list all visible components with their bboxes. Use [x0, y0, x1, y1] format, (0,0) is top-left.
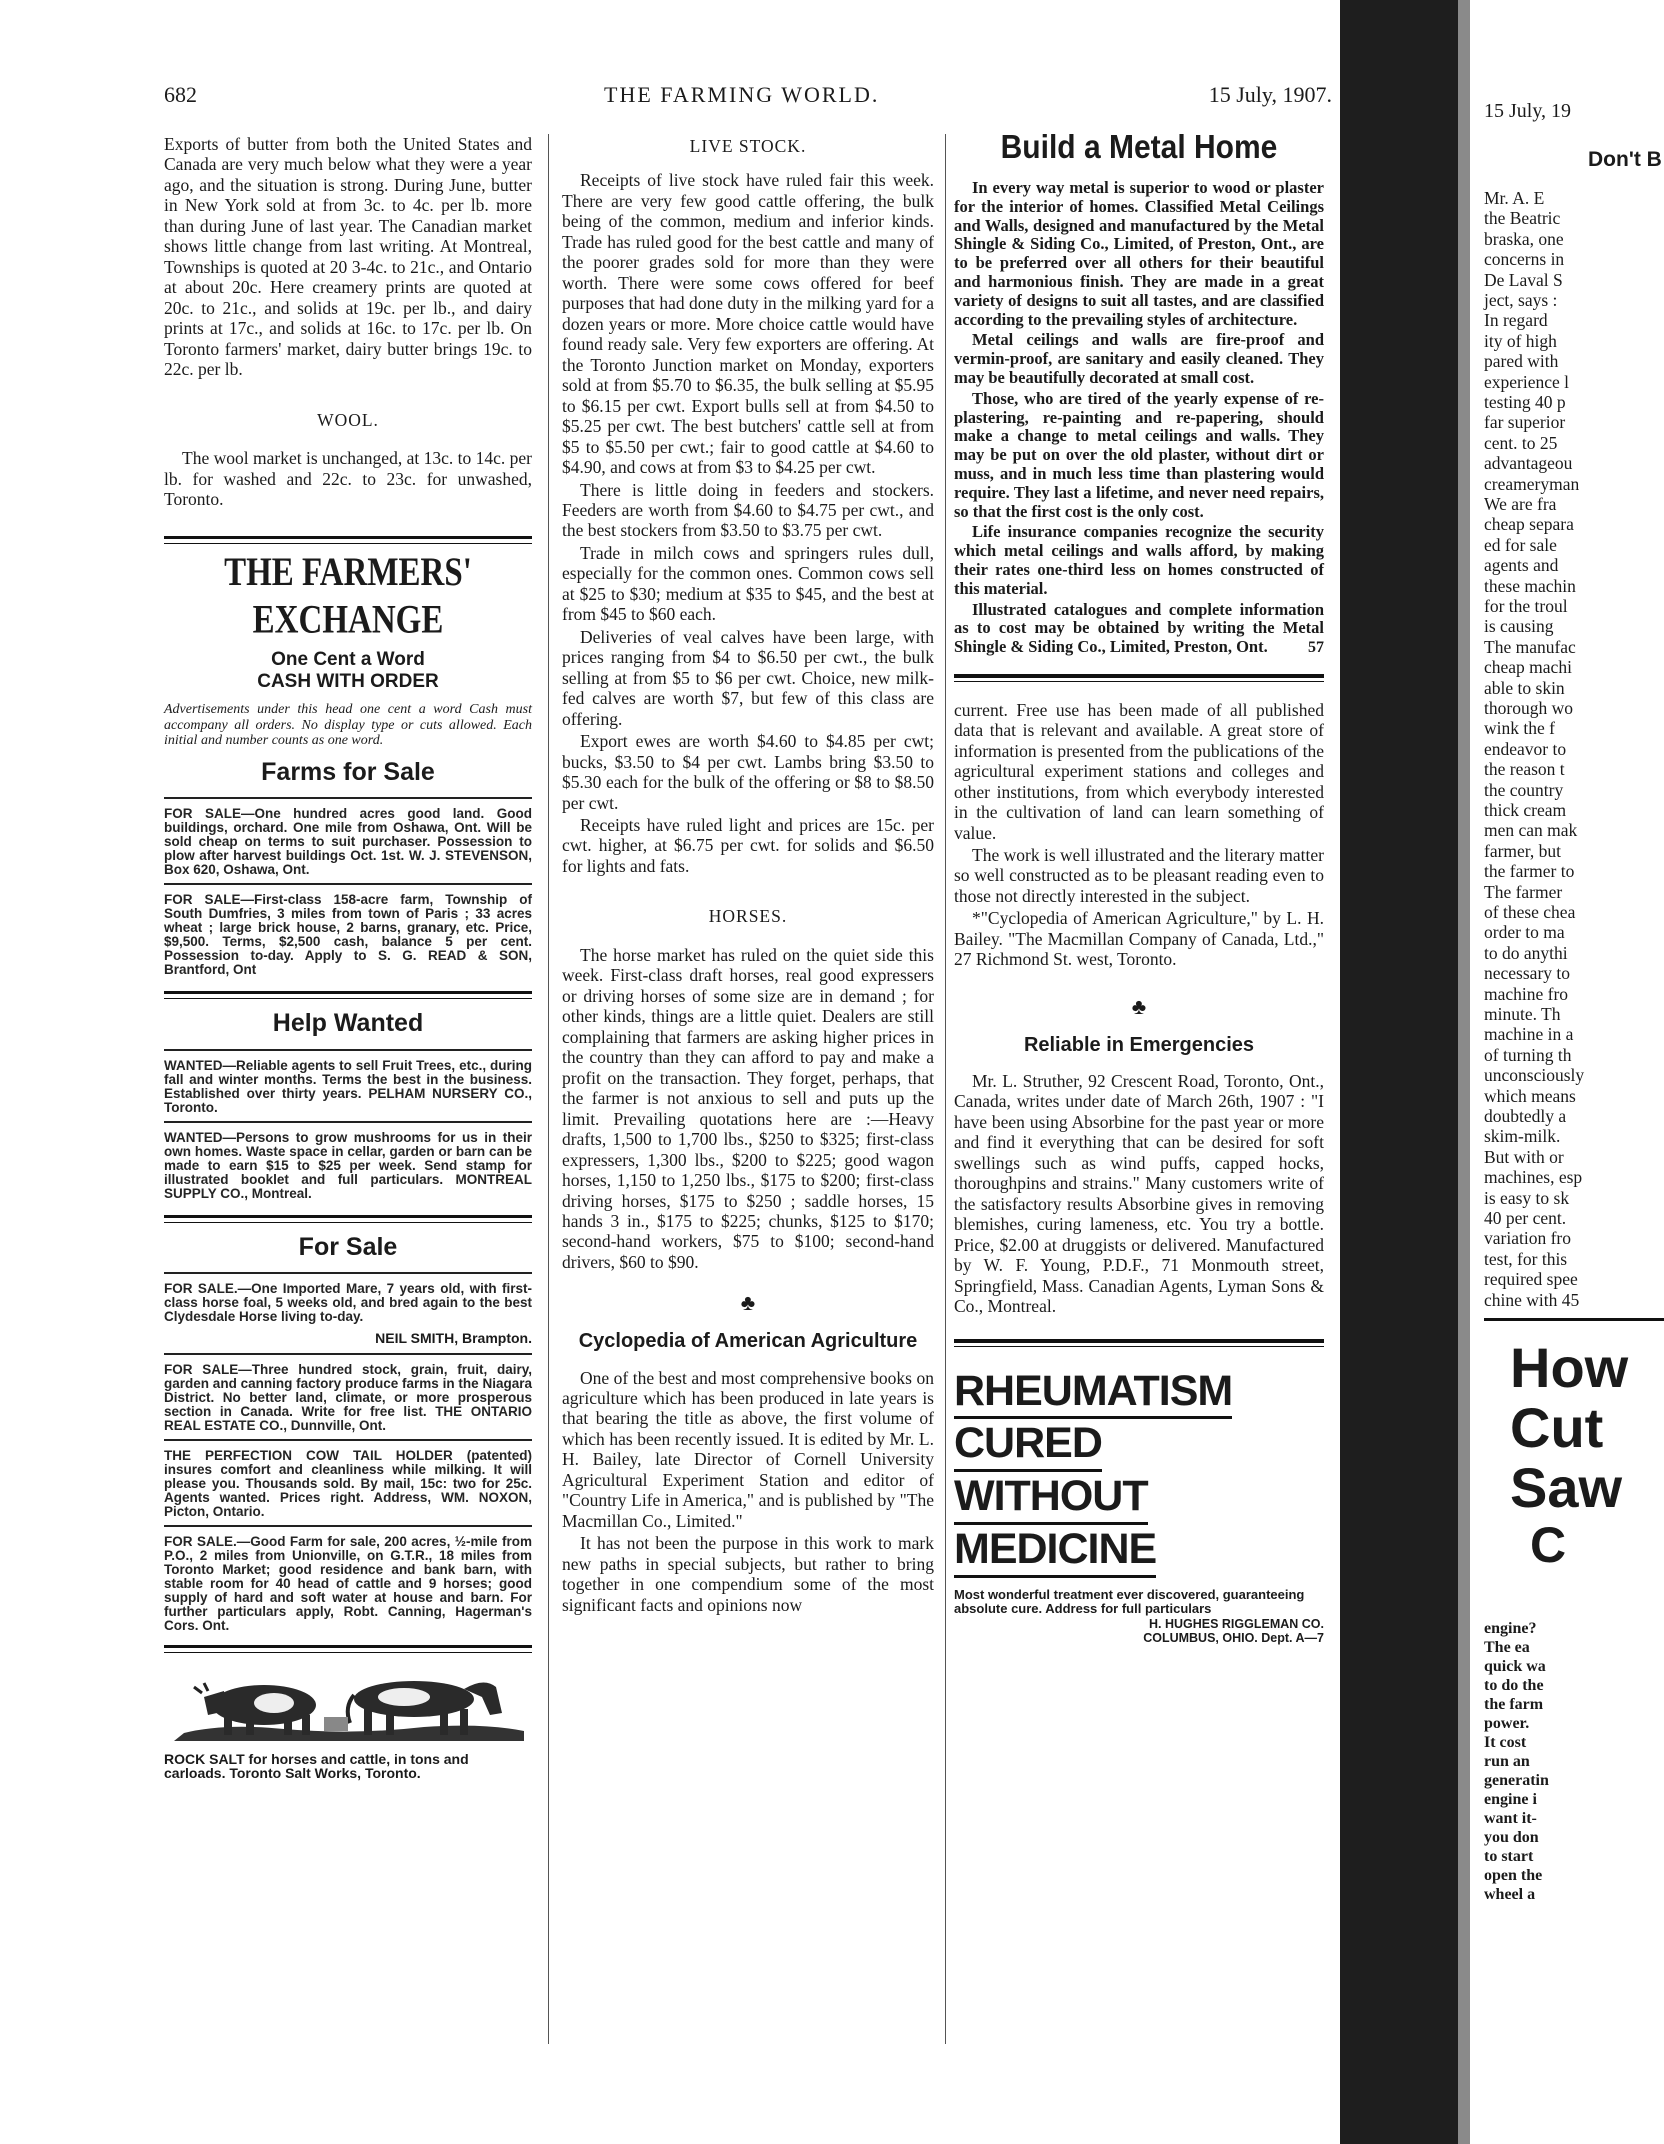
next-page-line: It cost	[1484, 1734, 1527, 1751]
ad-divider	[164, 1525, 532, 1527]
next-page-line: ject, says :	[1484, 290, 1558, 310]
wool-paragraph: The wool market is unchanged, at 13c. to 14c. per lb. for washed and 22c. to 23c. for unwashed, Toronto.	[164, 448, 532, 510]
next-page-line: Mr. A. E	[1484, 188, 1545, 208]
metal-home-paragraph: In every way metal is superior to wood or plaster for the interior of homes. Classified Metal Ceilings and Walls, designed and manufactured by the Metal Shingle & Siding Co., Limited, of Preston, Ont., are to be preferred over all others for their beautiful and harmonious finish. They are made in a great variety of designs to suit all tastes, and are classified according to the prevailing styles of architecture.	[954, 178, 1324, 329]
book-gutter	[1340, 0, 1458, 2144]
rheumatism-line: MEDICINE	[954, 1525, 1156, 1578]
next-page-big-heading: How	[1510, 1336, 1629, 1399]
cyclopedia-paragraph: It has not been the purpose in this work to mark new paths in special subjects, but rather to bring together in one compendium some of the most significant facts and opinions now	[562, 1533, 934, 1615]
next-page-line: which means	[1484, 1085, 1576, 1106]
next-page-line: able to skin	[1484, 677, 1565, 698]
next-page-line: the Beatric	[1484, 208, 1561, 229]
next-page-line: In regard	[1484, 310, 1548, 331]
metal-home-paragraph: Metal ceilings and walls are fire-proof and vermin-proof, are sanitary and easily cleaned. They may be beautifully decorated at small cost.	[954, 330, 1324, 388]
rock-salt-ad: ROCK SALT for horses and cattle, in tons and carloads. Toronto Salt Works, Toronto.	[164, 1750, 469, 1782]
next-page-line: 40 per cent.	[1484, 1208, 1567, 1228]
next-page-heading: Don't B	[1588, 148, 1662, 171]
club-ornament-icon: ♣	[740, 1290, 756, 1316]
metal-home-paragraph: Illustrated catalogues and complete information as to cost may be obtained by writing the Metal Shingle & Siding Co., Limited, Preston, Ont.	[954, 599, 1324, 657]
cyclopedia-paragraph: One of the best and most comprehensive books on agriculture which has been produced in late years is that bearing the title as above, the first volume of which has been recently issued. It is edited by Mr. L. H. Bailey, late Director of Cornell University Agricultural Experiment Station and editor of "Country Life in America," and is published by "The Macmillan Co., Limited."	[562, 1367, 934, 1531]
next-page-line: endeavor to	[1484, 738, 1567, 759]
horses-heading: HORSES.	[708, 906, 788, 927]
rheumatism-line: CURED	[954, 1419, 1102, 1472]
ad-divider	[164, 1353, 532, 1355]
live-stock-paragraph: Receipts have ruled light and prices are 15c. per cwt. higher, at $6.75 per cwt. for solids and $6.50 for lights and fats.	[562, 815, 934, 876]
next-page-line: machine fro	[1484, 983, 1569, 1004]
live-stock-heading: LIVE STOCK.	[689, 136, 807, 156]
next-page-line: to do anythi	[1484, 942, 1568, 963]
ad-divider	[164, 797, 532, 799]
next-page-line: machines, esp	[1484, 1167, 1583, 1188]
next-page-line: you don	[1484, 1829, 1539, 1846]
farms-heading: Farms for Sale	[261, 757, 435, 786]
next-page-line: open the	[1484, 1867, 1543, 1884]
next-page-line: required spee	[1484, 1269, 1578, 1290]
classified-ad: FOR SALE.—One Imported Mare, 7 years old, with first-class horse foal, 5 weeks old, and bred again to the best Clydesdale Horse living to-day.	[164, 1281, 532, 1325]
rheumatism-line: RHEUMATISM	[954, 1367, 1232, 1420]
next-page-line: variation fro	[1484, 1228, 1571, 1249]
publication-title: THE FARMING WORLD.	[604, 82, 880, 107]
cyclopedia-continued-paragraph: The work is well illustrated and the literary matter so well constructed as to be pleasant reading even to those not directly interested in the subject.	[954, 845, 1324, 906]
page	[140, 70, 1332, 2110]
live-stock-paragraph: Receipts of live stock have ruled fair this week. There are very few good cattle offering, the bulk being of the common, medium and inferior kinds. Trade has ruled good for the best cattle and many of the poorer grades sold for more than they were worth. There were some cows offered for beef purposes that had done duty in the milking yard for a dozen years or more. More choice cattle would have found ready sale. Very few exporters are offering. At the Toronto Junction market on Monday, exporters sold at from $5.70 to $6.35, the bulk selling at $5.95 to $6.15 per cwt. Export bulls sell at from $4.50 to $5.25 per cwt. The best butchers' cattle sell at from $5 to $5.50 per cwt.; fair to good cattle at $4.60 to $4.90, and cows at from $3 to $4.25 per cwt.	[562, 170, 934, 478]
page-header	[164, 82, 1332, 122]
next-page-line: to do the	[1484, 1677, 1544, 1694]
butter-paragraph: Exports of butter from both the United States and Canada are very much below what they were a year ago, and the situation is strong. During June, butter in New York sold at from 3c. to 4c. per lb. more than during June of last year. The Canadian market shows little change from last writing. At Montreal, Townships is quoted at 20 3-4c. to 21c., and Ontario at about 20c. Here creamery prints are quoted at 20c. to 21c., and solids at 19c. per lb., and dairy prints at 17c., and solids at 16c. to 17c. per lb. On Toronto farmers' market, dairy butter brings 19c. to 22c. per lb.	[164, 134, 532, 380]
exchange-subtitle-cash: CASH WITH ORDER	[257, 670, 439, 692]
next-page-line: the farm	[1484, 1696, 1544, 1713]
cyclopedia-heading: Cyclopedia of American Agriculture	[578, 1330, 918, 1353]
next-page-line: testing 40 p	[1484, 392, 1566, 412]
next-page-line: We are fra	[1484, 494, 1557, 514]
ad-divider	[164, 1272, 532, 1274]
issue-date: 15 July, 1907.	[1208, 82, 1332, 107]
next-page-line: run an	[1484, 1753, 1530, 1770]
next-page-line: wheel a	[1484, 1886, 1536, 1903]
section-divider	[164, 991, 532, 999]
classified-ad-signature: NEIL SMITH, Brampton.	[375, 1330, 532, 1347]
help-heading: Help Wanted	[272, 1009, 424, 1038]
next-page-line: these machin	[1484, 575, 1576, 596]
next-page-line: engine?	[1484, 1620, 1537, 1637]
ad-code: 57	[1308, 639, 1324, 657]
next-page-line: want it-	[1484, 1810, 1537, 1827]
next-page-line: cheap separa	[1484, 514, 1574, 535]
next-page-line: But with or	[1484, 1146, 1564, 1167]
exchange-note: Advertisements under this head one cent a word Cash must accompany all orders. No display type or cuts allowed. Each initial and number counts as one word.	[164, 702, 532, 748]
next-page-line: ed for sale	[1484, 534, 1557, 555]
next-page-line: of these chea	[1484, 902, 1576, 922]
live-stock-paragraph: There is little doing in feeders and stockers. Feeders are worth from $4.60 to $4.75 per cwt., and the best stockers from $3.50 to $3.75 per cwt.	[562, 479, 934, 541]
ad-divider	[164, 883, 532, 885]
next-page-line: the reason t	[1484, 759, 1565, 780]
next-page-line: minute. Th	[1484, 1004, 1561, 1024]
next-page-line: De Laval S	[1484, 269, 1563, 290]
next-page-line: far superior	[1484, 412, 1566, 433]
next-page-line: farmer, but	[1484, 840, 1562, 861]
book-gutter-edge	[1458, 0, 1470, 2144]
classified-ad: WANTED—Persons to grow mushrooms for us in their own homes. Waste space in cellar, garden or barn can be made to earn $15 to $25 per week. Send stamp for illustrated booklet and full particulars. MONTREAL SUPPLY CO., Montreal.	[164, 1129, 532, 1201]
cyclopedia-continued-paragraph: current. Free use has been made of all published data that is relevant and available. A great store of information is presented from the publications of the agricultural experiment stations and colleges and other institutions, from which everybody interested in the cultivation of land can learn something of value.	[954, 699, 1324, 843]
rheumatism-ad-company: H. HUGHES RIGGLEMAN CO.	[1148, 1616, 1324, 1631]
next-page-line: necessary to	[1484, 963, 1571, 984]
next-page-line: cent. to 25	[1484, 432, 1558, 453]
next-page-line: cheap machi	[1484, 657, 1572, 678]
column-left	[164, 134, 532, 1781]
classified-ad: FOR SALE—One hundred acres good land. Good buildings, orchard. One mile from Oshawa, Ont. Will be sold cheap on terms to suit purchaser. Possession to plow after harvest buildings Oct. 1st. W. J. STEVENSON, Box 620, Oshawa, Ont.	[164, 805, 532, 878]
section-divider	[954, 1339, 1324, 1347]
rheumatism-ad-address: COLUMBUS, OHIO. Dept. A—7	[1143, 1631, 1324, 1646]
reliable-paragraph: Mr. L. Struther, 92 Crescent Road, Toronto, Ont., Canada, writes under date of March 26th, 1907 : "I have been using Absorbine for the past year or more and find it everything that can be desired for soft swellings such as wind puffs, capped hocks, thoroughpins and strains." Many customers write of the satisfactory results Absorbine gives in removing blemishes, curing lameness, etc. You try a bottle. Price, $2.00 at druggists or delivered. Manufactured by W. F. Young, P.D.F., 71 Monmouth street, Springfield, Mass. Canadian Agents, Lyman Sons & Co., Montreal.	[954, 1070, 1324, 1317]
cyclopedia-footnote: *"Cyclopedia of American Agriculture," by L. H. Bailey. "The Macmillan Company of Canada, Ltd.," 27 Richmond St. west, Toronto.	[954, 908, 1324, 970]
cattle-horse-illustration	[164, 1667, 532, 1741]
next-page-line: wink the f	[1484, 718, 1555, 739]
next-page-line: machine in a	[1484, 1024, 1574, 1045]
metal-home-heading: Build a Metal Home	[1000, 129, 1278, 166]
rheumatism-line: WITHOUT	[954, 1472, 1148, 1525]
column-middle	[562, 134, 934, 1617]
next-page-line: unconsciously	[1484, 1065, 1585, 1086]
column-rule	[945, 134, 946, 2044]
wool-heading: WOOL.	[317, 409, 379, 430]
column-right	[954, 129, 1324, 1646]
next-page-line: quick wa	[1484, 1658, 1546, 1675]
next-page-line: test, for this	[1484, 1248, 1568, 1269]
ad-divider	[164, 1439, 532, 1441]
next-page-date: 15 July, 19	[1484, 100, 1572, 122]
exchange-title: THE FARMERS' EXCHANGE	[224, 550, 472, 642]
next-page-line: is easy to sk	[1484, 1187, 1570, 1208]
rheumatism-ad-text: Most wonderful treatment ever discovered, guaranteeing absolute cure. Address for full particulars	[954, 1587, 1305, 1617]
next-page-line: concerns in	[1484, 249, 1565, 270]
next-page-line: braska, one	[1484, 228, 1564, 249]
classified-ad: FOR SALE.—Good Farm for sale, 200 acres, ½-mile from P.O., 2 miles from Unionville, on G.T.R., 18 miles from Toronto Market; good residence and bank barn, with stable room for 40 head of cattle and 9 horses; good supply of hard and soft water at house and barn. For further particulars apply, Robt. Canning, Hagerman's Cors. Ont.	[164, 1533, 532, 1634]
next-page-divider	[1484, 1318, 1664, 1321]
next-page-line: men can mak	[1484, 820, 1578, 841]
next-page-line: advantageou	[1484, 453, 1573, 474]
reliable-heading: Reliable in Emergencies	[1023, 1033, 1255, 1056]
classified-ad: FOR SALE—First-class 158-acre farm, Township of South Dumfries, 3 miles from town of Paris ; 33 acres wheat ; large brick house, 2 barns, granary, etc. Price, $9,500. Terms, $2,500 cash, balance 5 per cent. Possession to-day. Apply to S. G. READ & SON, Brantford, Ont	[164, 892, 532, 978]
page-number: 682	[164, 82, 197, 107]
next-page-line: for the troul	[1484, 596, 1568, 616]
next-page-line: The manufac	[1484, 636, 1576, 657]
next-page-line: creameryman	[1484, 473, 1580, 494]
next-page-line: skim-milk.	[1484, 1126, 1561, 1147]
ad-divider	[164, 1049, 532, 1051]
club-ornament-icon: ♣	[1131, 993, 1147, 1019]
next-page-line: ity of high	[1484, 330, 1557, 351]
next-page-line: agents and	[1484, 555, 1559, 576]
column-rule	[548, 134, 549, 2044]
next-page-line: to start	[1484, 1848, 1534, 1865]
section-divider	[164, 1215, 532, 1223]
section-divider	[164, 1645, 532, 1653]
next-page-line: The farmer	[1484, 881, 1563, 902]
next-page-big-heading: Cut	[1510, 1396, 1604, 1459]
metal-home-paragraph: Life insurance companies recognize the security which metal ceilings and walls afford, by making their rates one-third less on homes constructed of this material.	[954, 522, 1324, 598]
next-page-line: experience l	[1484, 371, 1570, 392]
next-page-line: doubtedly a	[1484, 1106, 1567, 1126]
next-page-line: order to ma	[1484, 922, 1565, 943]
metal-home-ad	[954, 130, 1324, 658]
next-page-line: engine i	[1484, 1791, 1537, 1808]
next-page-line: generatin	[1484, 1772, 1549, 1789]
next-page-fragment	[1470, 0, 1664, 2144]
section-divider	[954, 674, 1324, 682]
rheumatism-ad-headline	[954, 1367, 1324, 1579]
next-page-line: power.	[1484, 1715, 1530, 1732]
ad-divider	[164, 1121, 532, 1123]
next-page-line: pared with	[1484, 351, 1559, 372]
next-page-big-heading: C	[1530, 1517, 1567, 1573]
live-stock-paragraph: Deliveries of veal calves have been large, with prices ranging from $4 to $6.50 per cwt., the bulk selling at from $5 to $6 per cwt. Choice, new milk-fed calves are worth $7, but few of this class are offering.	[562, 626, 934, 729]
live-stock-paragraph: Trade in milch cows and springers rules dull, especially for the common ones. Common cows sell at $25 to $30; medium at $35 to $45, and the best at from $45 to $60 each.	[562, 542, 934, 625]
for-sale-heading: For Sale	[298, 1232, 398, 1261]
next-page-line: thorough wo	[1484, 698, 1573, 718]
next-page-line: is causing	[1484, 616, 1554, 637]
next-page-line: of turning th	[1484, 1044, 1572, 1065]
next-page-line: The ea	[1484, 1639, 1530, 1656]
next-page-line: the farmer to	[1484, 861, 1575, 882]
next-page-line: thick cream	[1484, 800, 1567, 820]
metal-home-paragraph: Those, who are tired of the yearly expense of re-plastering, re-painting and re-papering, should make a change to metal ceilings and walls. They may be put on over the old plaster, without dirt or muss, and in much less time than plastering would require. They last a lifetime, and never need repairs, so that the first cost is the only cost.	[954, 388, 1324, 521]
classified-ad: WANTED—Reliable agents to sell Fruit Trees, etc., during fall and winter months. Terms the best in the business. Established over thirty years. PELHAM NURSERY CO., Toronto.	[164, 1057, 532, 1115]
next-page-line: chine with 45	[1484, 1289, 1580, 1310]
live-stock-paragraph: Export ewes are worth $4.60 to $4.85 per cwt; bucks, $3.50 to $4 per cwt. Lambs bring $3.50 to $5.30 each for the bulk of the offering or $8 to $8.50 per cwt.	[562, 731, 934, 813]
classified-ad: FOR SALE—Three hundred stock, grain, fruit, dairy, garden and canning factory produce farms in the Niagara District. No better land, climate, or more prosperous section in Canada. Write for free list. THE ONTARIO REAL ESTATE CO., Dunnville, Ont.	[164, 1361, 532, 1433]
next-page-line: the country	[1484, 779, 1564, 800]
exchange-subtitle: One Cent a Word	[271, 648, 425, 670]
section-divider	[164, 536, 532, 544]
next-page-big-heading: Saw	[1510, 1456, 1623, 1519]
classified-ad: THE PERFECTION COW TAIL HOLDER (patented) insures comfort and cleanliness while milking. It will please you. Thousands sold. By mail, 15c: two for 25c. Agents wanted. Prices right. Address, WM. NOXON, Picton, Ontario.	[164, 1447, 532, 1519]
horses-paragraph: The horse market has ruled on the quiet side this week. First-class draft horses, real good expressers or driving horses of some size are in demand ; for other kinds, things are a little quiet. Dealers are still complaining that farmers are asking higher prices in the country than they can afford to pay and make a profit on the transaction. They forget, perhaps, that the farmer is not anxious to sell and puts up the limit. Prevailing quotations here are :—Heavy drafts, 1,500 to 1,700 lbs., $250 to $325; first-class expressers, 1,300 lbs., $200 to $225; good wagon horses, 1,150 to 1,250 lbs., $175 to $200; first-class driving horses, $175 to $250 ; saddle horses, 15 hands 3 in., $175 to $225; chunks, $125 to $170; second-hand workers, $75 to $100; second-hand drivers, $60 to $90.	[562, 944, 934, 1272]
